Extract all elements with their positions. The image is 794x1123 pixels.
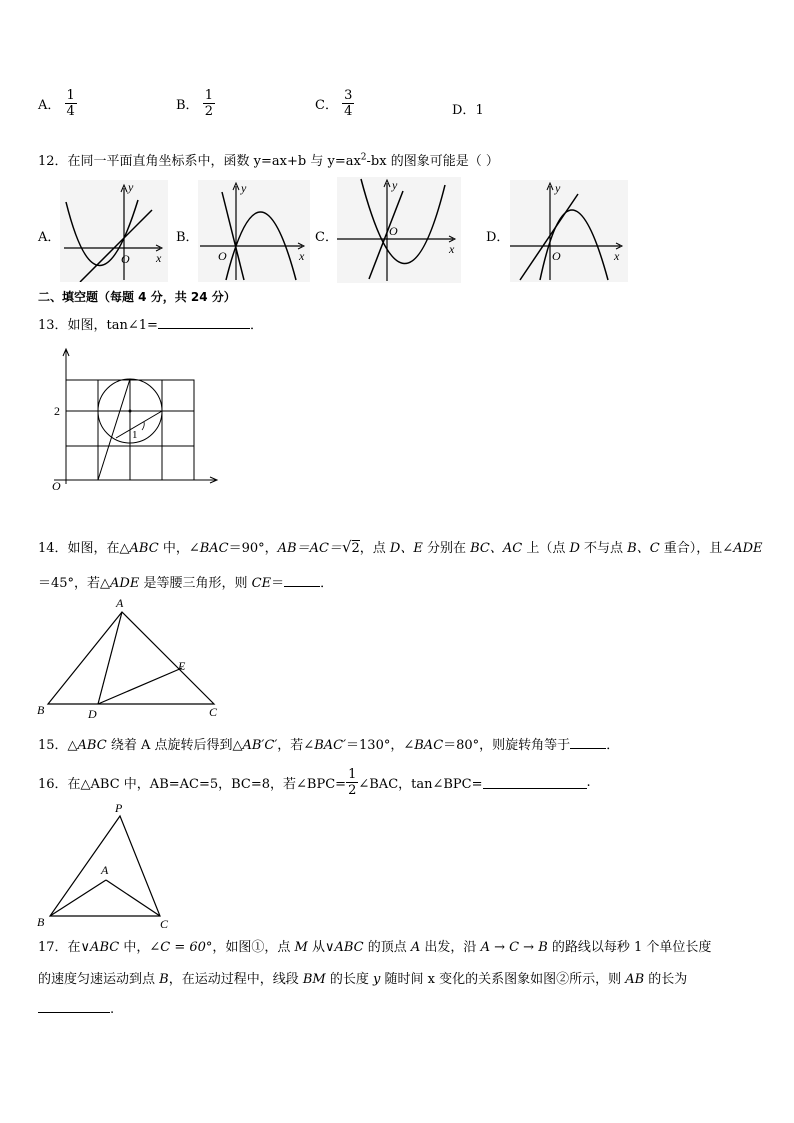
text: ∠C = 60° [149, 940, 213, 955]
q13-figure [46, 346, 222, 492]
origin-label: O [121, 252, 130, 266]
text: 出发，沿 [420, 940, 481, 955]
text: 的长为 [644, 972, 688, 987]
text: ADE [110, 576, 140, 591]
text: ABC [129, 541, 159, 556]
vertex-d: D [88, 707, 97, 720]
text: 重合），且∠ [659, 541, 734, 556]
axis-x-label: x [299, 249, 305, 263]
q12-option-b-label: B． [176, 230, 199, 245]
text: 上（点 [522, 541, 570, 556]
fig-label-1: 1 [132, 429, 138, 441]
q12-graph-a [60, 180, 168, 282]
vertex-b: B [37, 703, 45, 717]
answer-blank [570, 736, 606, 749]
text: CE [251, 576, 272, 591]
text: D [569, 541, 580, 556]
text: ∠BAC，tan∠BPC= [358, 777, 483, 792]
fraction: $\frac{1}{2}$ [348, 767, 357, 798]
text: ∨ABC [324, 940, 364, 955]
text: ，在运动过程中，线段 [168, 972, 303, 987]
q11-option-c [315, 88, 354, 119]
axis-x-label: x [614, 249, 620, 263]
sqrt-value: 2 [351, 541, 360, 556]
answer-blank [483, 776, 587, 789]
q13-text: 13．如图，tan∠1= [38, 318, 158, 333]
q13-end: ． [249, 318, 263, 333]
q16-figure [34, 802, 180, 930]
option-value: 1 [475, 103, 484, 118]
text: 16．在△ABC 中，AB=AC=5，BC=8，若∠BPC= [38, 777, 347, 792]
q11-option-d [452, 99, 484, 118]
text: 中，∠ [158, 541, 200, 556]
q11-option-a [38, 88, 77, 119]
fraction: $\frac{1}{2}$ [204, 88, 213, 119]
text: ∨ABC [80, 940, 120, 955]
text: 是等腰三角形，则 [139, 576, 252, 591]
q12-graph-c [337, 177, 461, 283]
text: AB＝AC＝ [277, 541, 342, 556]
answer-blank [158, 316, 250, 329]
text: 不与点 [579, 541, 628, 556]
vertex-a: A [116, 596, 124, 610]
axis-y-label: y [128, 180, 134, 194]
q12-option-d-label: D． [486, 230, 510, 245]
option-label: D． [452, 103, 476, 118]
q12-graph-b [198, 180, 310, 282]
q12-stem-part: 12．在同一平面直角坐标系中，函数 y=ax+b 与 y=ax [38, 154, 361, 169]
vertex-e: E [178, 659, 186, 673]
text: ＝130°，∠ [346, 738, 415, 753]
text: ADE [733, 541, 763, 556]
vertex-c: C [160, 917, 169, 930]
q17-line3 [38, 1000, 114, 1017]
axis-y-label: y [241, 181, 247, 195]
origin-label: O [552, 249, 561, 263]
q12-option-c-label: C． [315, 230, 338, 245]
text: ． [320, 576, 334, 591]
text: . [586, 775, 591, 790]
text: . [110, 1002, 115, 1017]
text: BAC [414, 738, 444, 753]
fig-label-2: 2 [54, 404, 60, 418]
q13-stem [38, 314, 263, 333]
fig-origin: O [52, 479, 61, 492]
text: 随时间 x 变化的关系图象如图②所示，则 [380, 972, 626, 987]
answer-blank [284, 574, 320, 587]
text: 14．如图，在△ [38, 541, 130, 556]
text: 的路线以每秒 1 个单位长度 [547, 940, 712, 955]
text: A → C → B [480, 940, 548, 955]
text: 15．△ [38, 738, 78, 753]
option-label: A． [38, 98, 61, 113]
text: AB′C′ [242, 738, 278, 753]
vertex-b: B [37, 915, 45, 929]
text: ＝45°，若△ [38, 576, 111, 591]
text: B [159, 972, 169, 987]
q17-line2 [38, 968, 687, 987]
vertex-a: A [101, 863, 109, 877]
q12-superscript: 2 [360, 152, 367, 163]
text: ABC [77, 738, 107, 753]
q14-line1 [38, 537, 763, 556]
answer-blank [38, 1000, 110, 1013]
q12-stem [38, 150, 499, 169]
text: M [294, 940, 308, 955]
text: 的顶点 [363, 940, 411, 955]
q16-stem [38, 767, 591, 798]
q12-stem-part: -bx 的图象可能是（ ） [366, 154, 499, 169]
q17-line1 [38, 936, 711, 955]
origin-label: O [389, 224, 398, 238]
axis-y-label: y [392, 178, 398, 192]
origin-label: O [218, 249, 227, 263]
text: ． [606, 738, 620, 753]
text: ，如图①，点 [212, 940, 295, 955]
text: 17．在 [38, 940, 81, 955]
q12-graph-d [510, 180, 628, 282]
option-label: B． [176, 98, 199, 113]
text: 的长度 [325, 972, 373, 987]
section-title: 二、填空题（每题 4 分，共 24 分） [38, 290, 236, 304]
text: BAC′ [314, 738, 347, 753]
text: 从 [307, 940, 325, 955]
text: BC、AC [470, 541, 523, 556]
text: ＝ [271, 576, 285, 591]
q11-option-b [176, 88, 215, 119]
text: 绕着 A 点旋转后得到△ [106, 738, 243, 753]
text: 中， [119, 940, 150, 955]
q12-option-a-label: A． [38, 230, 61, 245]
text: D、E [389, 541, 423, 556]
q14-figure [34, 596, 230, 720]
text: ＝80°，则旋转角等于 [443, 738, 571, 753]
sqrt-symbol: √ [341, 538, 352, 556]
fraction: $\frac{3}{4}$ [344, 88, 353, 119]
text: A [410, 940, 421, 955]
text: 分别在 [422, 541, 471, 556]
text: ，点 [359, 541, 390, 556]
text: BAC [199, 541, 229, 556]
text: ，若∠ [277, 738, 315, 753]
option-label: C． [315, 98, 338, 113]
axis-y-label: y [555, 181, 561, 195]
q14-line2 [38, 572, 333, 591]
q15-stem [38, 734, 619, 753]
text: B、C [627, 541, 660, 556]
vertex-p: P [115, 802, 123, 815]
text: BM [302, 972, 326, 987]
text: AB [625, 972, 645, 987]
fraction: $\frac{1}{4}$ [66, 88, 75, 119]
axis-x-label: x [449, 242, 455, 256]
text: ＝90°， [228, 541, 278, 556]
vertex-c: C [209, 705, 218, 719]
axis-x-label: x [156, 251, 162, 265]
text: y [372, 972, 381, 987]
text: 的速度匀速运动到点 [38, 972, 160, 987]
